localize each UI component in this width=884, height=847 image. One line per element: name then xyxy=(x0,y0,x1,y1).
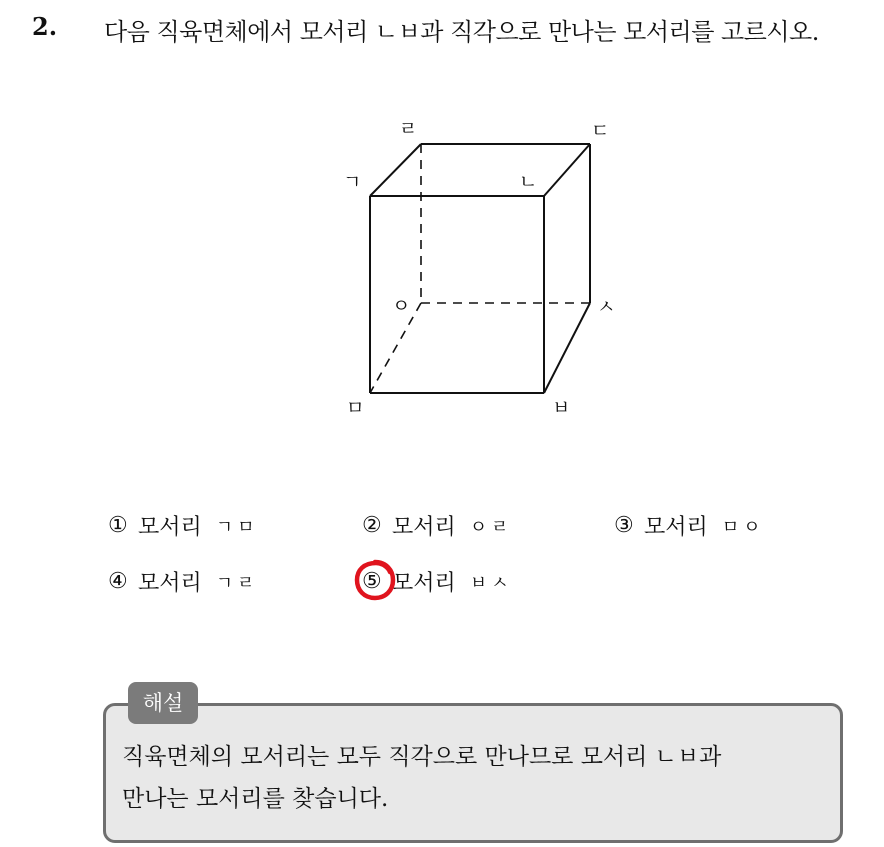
answer-circle-mark xyxy=(352,557,398,603)
choice-number: ① xyxy=(108,513,128,538)
choice-word: 모서리 xyxy=(392,515,456,540)
choice-edge: ㅁㅇ xyxy=(721,516,765,538)
edge-sb xyxy=(544,303,590,393)
edge-gr xyxy=(370,144,421,196)
choice-1[interactable] xyxy=(108,510,259,541)
choice-number: ⑤ xyxy=(362,569,382,594)
explanation-text xyxy=(122,736,832,820)
question-number: 2. xyxy=(32,12,58,41)
choice-edge: ㅇㄹ xyxy=(469,516,513,538)
vertex-label-r: ㄹ xyxy=(399,118,418,140)
vertex-label-o: ㅇ xyxy=(392,295,411,317)
vertex-label-n: ㄴ xyxy=(519,171,538,193)
choice-number: ④ xyxy=(108,569,128,594)
explanation-line-1: 직육면체의 모서리는 모두 직각으로 만나므로 모서리 ㄴㅂ과 xyxy=(122,744,722,770)
edge-dn xyxy=(544,144,590,196)
choice-word: 모서리 xyxy=(392,571,456,596)
explanation-tag: 해설 xyxy=(128,682,198,724)
choice-edge: ㄱㅁ xyxy=(215,516,259,538)
vertex-label-d: ㄷ xyxy=(591,120,610,142)
choice-2[interactable] xyxy=(362,510,513,541)
vertex-label-s: ㅅ xyxy=(597,296,616,318)
choice-word: 모서리 xyxy=(138,571,202,596)
choice-edge: ㅂㅅ xyxy=(469,572,513,594)
vertex-label-g: ㄱ xyxy=(343,171,362,193)
choice-number: ② xyxy=(362,513,382,538)
choice-word: 모서리 xyxy=(644,515,708,540)
choice-3[interactable] xyxy=(614,510,765,541)
explanation-line-2: 만나는 모서리를 찾습니다. xyxy=(122,786,389,812)
choice-word: 모서리 xyxy=(138,515,202,540)
choice-number: ③ xyxy=(614,513,634,538)
choice-edge: ㄱㄹ xyxy=(215,572,259,594)
choice-4[interactable] xyxy=(108,566,259,597)
vertex-label-b: ㅂ xyxy=(552,397,571,419)
vertex-label-m: ㅁ xyxy=(346,397,365,419)
question-text: 다음 직육면체에서 모서리 ㄴㅂ과 직각으로 만나는 모서리를 고르시오. xyxy=(104,18,819,46)
